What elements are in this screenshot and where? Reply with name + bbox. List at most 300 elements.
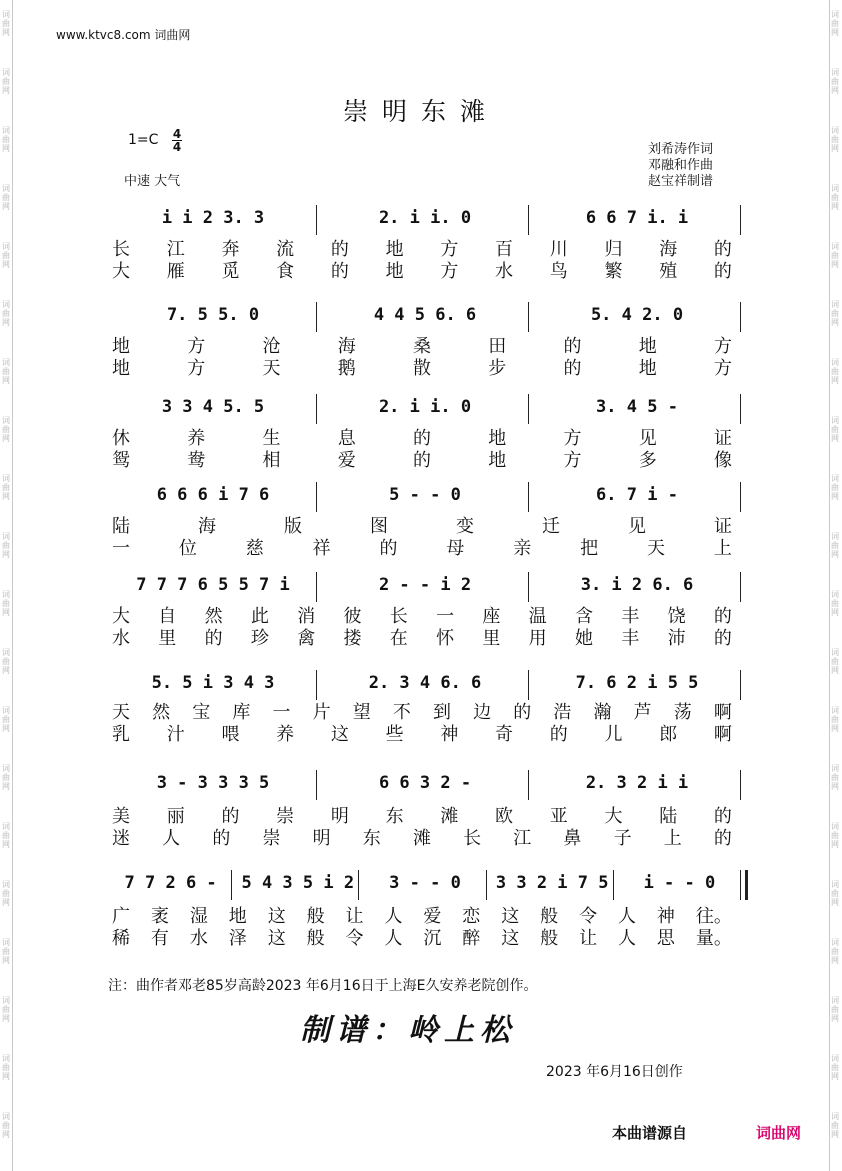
score-system — [108, 668, 744, 698]
lyric-char: 海 — [659, 239, 678, 260]
lyric-char: 消 — [297, 606, 316, 627]
watermark-text: 词 曲 网 — [2, 938, 10, 965]
watermark-text: 词 曲 网 — [831, 10, 839, 37]
watermark-text: 词 曲 网 — [831, 358, 839, 385]
score-system — [108, 392, 744, 422]
time-signature-top: 4 — [172, 127, 182, 141]
lyric-char: 人 — [384, 928, 403, 949]
lyric-char: 稀 — [112, 928, 130, 949]
lyric-char: 饶 — [667, 606, 686, 627]
watermark-text: 词 曲 网 — [2, 358, 10, 385]
measure: 2 - - i 2 — [378, 575, 472, 595]
lyric-char: 大 — [112, 261, 130, 282]
tempo-marking: 中速 大气 — [124, 174, 181, 189]
lyric-char: 上 — [663, 828, 682, 849]
score-system — [108, 203, 744, 233]
watermark-text: 词 曲 网 — [2, 996, 10, 1023]
lyric-char: 乳 — [112, 724, 130, 745]
bar-line — [486, 870, 487, 900]
measure: 7 7 2 6 - — [124, 873, 217, 893]
lyric-char: 的 — [330, 261, 349, 282]
watermark-text: 词 曲 网 — [831, 68, 839, 95]
lyric-char: 殖 — [659, 261, 678, 282]
lyric-char: 像 — [714, 450, 732, 471]
lyric-char: 天 — [262, 358, 281, 379]
lyric-char: 禽 — [297, 628, 316, 649]
lyric-char: 水 — [495, 261, 514, 282]
lyric-char: 地 — [228, 906, 247, 927]
score-system — [108, 300, 744, 330]
lyric-char: 证 — [714, 428, 732, 449]
watermark-text: 词 曲 网 — [831, 1112, 839, 1139]
bar-line — [740, 205, 741, 235]
lyric-char: 汁 — [166, 724, 185, 745]
lyric-char: 量。 — [695, 928, 732, 949]
lyric-char: 觅 — [221, 261, 240, 282]
lyric-char: 含 — [574, 606, 593, 627]
lyric-char: 丰 — [621, 628, 640, 649]
lyric-char: 鸯 — [187, 450, 206, 471]
lyric-char: 滩 — [440, 806, 459, 827]
lyric-char: 休 — [112, 428, 130, 449]
lyric-char: 广 — [112, 906, 130, 927]
bar-line — [528, 572, 529, 602]
lyric-char: 袤 — [150, 906, 169, 927]
watermark-text: 词 曲 网 — [2, 184, 10, 211]
bar-line — [528, 670, 529, 700]
lyric-char: 水 — [112, 628, 130, 649]
measure: 6. 7 i - — [596, 485, 678, 505]
lyric-char: 相 — [262, 450, 281, 471]
lyric-char: 郎 — [659, 724, 678, 745]
watermark-text: 词 曲 网 — [831, 184, 839, 211]
lyric-char: 的 — [513, 702, 532, 723]
lyric-char: 瀚 — [593, 702, 612, 723]
watermark-text: 词 曲 网 — [2, 474, 10, 501]
composer-credit: 邓融和作曲 — [648, 158, 714, 173]
lyric-char: 的 — [204, 628, 223, 649]
lyric-char: 儿 — [604, 724, 623, 745]
lyric-char: 上 — [713, 538, 732, 559]
source-label: 本曲谱源自 — [612, 1124, 688, 1142]
lyric-char: 天 — [112, 702, 130, 723]
lyric-char: 宝 — [192, 702, 211, 723]
lyric-char: 繁 — [604, 261, 623, 282]
lyric-char: 滩 — [412, 828, 431, 849]
lyric-char: 方 — [563, 428, 582, 449]
watermark-text: 词 曲 网 — [2, 880, 10, 907]
lyric-char: 的 — [713, 239, 732, 260]
lyric-char: 水 — [189, 928, 208, 949]
lyric-char: 地 — [638, 336, 657, 357]
lyric-char: 田 — [488, 336, 507, 357]
measure: 3 3 4 5. 5 — [161, 397, 265, 417]
lyric-char: 大 — [112, 606, 130, 627]
lyric-char: 然 — [204, 606, 223, 627]
lyric-char: 到 — [433, 702, 451, 723]
lyric-char: 图 — [370, 516, 388, 537]
lyric-char: 在 — [389, 628, 408, 649]
lyric-char: 温 — [528, 606, 547, 627]
watermark-text: 词 曲 网 — [831, 590, 839, 617]
song-title: 崇明东滩 — [342, 97, 499, 126]
composer-note: 注：曲作者邓老85岁高龄2023 年6月16日于上海E久安养老院创作。 — [108, 978, 538, 994]
lyric-char: 然 — [152, 702, 171, 723]
source-site-link[interactable]: 词曲网 — [756, 1124, 802, 1142]
watermark-text: 词 曲 网 — [2, 648, 10, 675]
lyric-char: 母 — [446, 538, 465, 559]
lyric-char: 的 — [713, 606, 732, 627]
lyric-char: 的 — [221, 806, 240, 827]
measure: 5. 5 i 3 4 3 — [151, 673, 275, 693]
bar-line — [316, 205, 317, 235]
watermark-text: 词 曲 网 — [2, 590, 10, 617]
lyrics-verse-2 — [112, 824, 732, 850]
measure: 6 6 7 i. i — [585, 208, 689, 228]
lyric-char: 库 — [232, 702, 251, 723]
lyric-char: 迁 — [542, 516, 560, 537]
bar-line — [358, 870, 359, 900]
lyric-char: 地 — [112, 358, 130, 379]
bar-line — [231, 870, 232, 900]
creation-date: 2023 年6月16日创作 — [546, 1064, 683, 1080]
measure: 6 6 3 2 - — [378, 773, 472, 793]
lyric-char: 的 — [563, 358, 582, 379]
lyric-char: 美 — [112, 806, 130, 827]
bar-line — [528, 302, 529, 332]
lyric-char: 海 — [337, 336, 356, 357]
lyric-char: 方 — [563, 450, 582, 471]
watermark-text: 词 曲 网 — [2, 1054, 10, 1081]
lyric-char: 的 — [413, 428, 431, 449]
watermark-text: 词 曲 网 — [831, 1054, 839, 1081]
lyric-char: 令 — [579, 906, 598, 927]
lyric-char: 人 — [617, 906, 636, 927]
measure: 7. 6 2 i 5 5 — [575, 673, 699, 693]
bar-line — [740, 302, 741, 332]
lyric-char: 长 — [112, 239, 130, 260]
lyric-char: 欧 — [495, 806, 514, 827]
lyric-char: 东 — [362, 828, 381, 849]
measure: 7. 5 5. 0 — [166, 305, 260, 325]
lyric-char: 思 — [656, 928, 675, 949]
watermark-text: 词 曲 网 — [2, 416, 10, 443]
lyric-char: 这 — [501, 928, 520, 949]
bar-line — [740, 770, 741, 800]
lyric-char: 人 — [162, 828, 181, 849]
score-system — [108, 868, 744, 898]
measure: 4 4 5 6. 6 — [373, 305, 477, 325]
measure: 3 - 3 3 3 5 — [156, 773, 270, 793]
lyric-char: 湿 — [189, 906, 208, 927]
watermark-text: 词 曲 网 — [831, 416, 839, 443]
watermark-text: 词 曲 网 — [831, 300, 839, 327]
watermark-text: 词 曲 网 — [831, 880, 839, 907]
measure: 5. 4 2. 0 — [590, 305, 684, 325]
watermark-text: 词 曲 网 — [2, 68, 10, 95]
lyric-char: 迷 — [112, 828, 130, 849]
lyric-char: 的 — [212, 828, 231, 849]
lyrics-verse-2 — [112, 354, 732, 380]
lyric-char: 地 — [638, 358, 657, 379]
site-header[interactable]: www.ktvc8.com 词曲网 — [56, 28, 191, 42]
lyric-char: 百 — [495, 239, 514, 260]
lyric-char: 的 — [713, 828, 732, 849]
lyric-char: 片 — [312, 702, 331, 723]
lyric-char: 鹅 — [337, 358, 356, 379]
lyric-char: 亲 — [513, 538, 532, 559]
lyric-char: 江 — [166, 239, 185, 260]
lyric-char: 芦 — [633, 702, 652, 723]
watermark-text: 词 曲 网 — [831, 706, 839, 733]
lyric-char: 般 — [540, 906, 559, 927]
watermark-text: 词 曲 网 — [831, 242, 839, 269]
watermark-text: 词 曲 网 — [2, 822, 10, 849]
lyric-char: 怀 — [436, 628, 455, 649]
lyric-char: 丽 — [166, 806, 185, 827]
lyric-char: 爱 — [423, 906, 442, 927]
lyric-char: 江 — [513, 828, 532, 849]
lyric-char: 明 — [330, 806, 349, 827]
lyric-char: 泽 — [228, 928, 247, 949]
score-system — [108, 570, 744, 600]
watermark-text: 词 曲 网 — [831, 648, 839, 675]
lyrics-verse-2 — [112, 446, 732, 472]
time-signature — [172, 128, 182, 153]
bar-line — [740, 482, 741, 512]
lyric-char: 沉 — [423, 928, 442, 949]
bar-line — [613, 870, 614, 900]
transcriber-credit: 赵宝祥制谱 — [648, 174, 714, 189]
watermark-text: 词 曲 网 — [2, 126, 10, 153]
lyric-char: 方 — [440, 261, 459, 282]
lyric-char: 养 — [276, 724, 295, 745]
measure: 7 7 7 6 5 5 7 i — [136, 575, 290, 595]
watermark-text: 词 曲 网 — [831, 126, 839, 153]
lyric-char: 自 — [158, 606, 177, 627]
measure: 2. 3 2 i i — [585, 773, 689, 793]
lyric-char: 一 — [436, 606, 455, 627]
lyric-char: 把 — [580, 538, 599, 559]
lyric-char: 的 — [713, 806, 732, 827]
lyric-char: 搂 — [343, 628, 362, 649]
lyric-char: 雁 — [166, 261, 185, 282]
lyric-char: 一 — [112, 538, 130, 559]
score-system — [108, 480, 744, 510]
lyric-char: 养 — [187, 428, 206, 449]
lyric-char: 生 — [262, 428, 281, 449]
lyrics-verse-2 — [112, 924, 732, 950]
watermark-text: 词 曲 网 — [831, 938, 839, 965]
lyric-char: 方 — [714, 336, 732, 357]
lyric-char: 慈 — [245, 538, 264, 559]
lyric-char: 的 — [713, 628, 732, 649]
lyric-char: 般 — [540, 928, 559, 949]
bar-line — [528, 482, 529, 512]
lyric-char: 人 — [384, 906, 403, 927]
watermark-text: 词 曲 网 — [2, 10, 10, 37]
bar-line — [316, 482, 317, 512]
lyrics-verse-2 — [112, 534, 732, 560]
lyric-char: 见 — [638, 428, 657, 449]
lyricist-credit: 刘希涛作词 — [648, 142, 714, 157]
lyric-char: 珍 — [250, 628, 269, 649]
bar-line — [316, 302, 317, 332]
lyric-char: 散 — [413, 358, 431, 379]
lyric-char: 海 — [198, 516, 216, 537]
lyric-char: 的 — [549, 724, 568, 745]
measure: 3. 4 5 - — [596, 397, 678, 417]
lyric-char: 多 — [638, 450, 657, 471]
lyric-char: 里 — [482, 628, 501, 649]
measure: 6 6 6 i 7 6 — [156, 485, 270, 505]
measure: i i 2 3. 3 — [161, 208, 265, 228]
lyric-char: 版 — [284, 516, 302, 537]
lyric-char: 里 — [158, 628, 177, 649]
lyric-char: 浩 — [553, 702, 572, 723]
watermark-text: 词 曲 网 — [831, 532, 839, 559]
lyric-char: 方 — [714, 358, 732, 379]
watermark-text: 词 曲 网 — [2, 242, 10, 269]
lyric-char: 醉 — [462, 928, 481, 949]
lyric-char: 人 — [617, 928, 636, 949]
measure: 2. i i. 0 — [378, 397, 472, 417]
lyric-char: 有 — [150, 928, 169, 949]
lyric-char: 陆 — [659, 806, 678, 827]
watermark-text: 词 曲 网 — [831, 764, 839, 791]
lyric-char: 位 — [178, 538, 197, 559]
lyric-char: 长 — [463, 828, 482, 849]
lyric-char: 流 — [276, 239, 295, 260]
lyric-char: 不 — [392, 702, 411, 723]
lyric-char: 变 — [456, 516, 474, 537]
measure: 5 4 3 5 i 2 — [241, 873, 355, 893]
lyric-char: 鸳 — [112, 450, 130, 471]
lyric-char: 长 — [389, 606, 408, 627]
lyric-char: 地 — [385, 239, 404, 260]
lyric-char: 让 — [579, 928, 598, 949]
lyric-char: 丰 — [621, 606, 640, 627]
watermark-text: 词 曲 网 — [831, 474, 839, 501]
lyric-char: 的 — [330, 239, 349, 260]
signature: 制谱：岭上松 — [300, 1013, 516, 1048]
bar-line — [528, 205, 529, 235]
lyric-char: 崇 — [262, 828, 281, 849]
lyric-char: 般 — [306, 906, 325, 927]
lyric-char: 她 — [574, 628, 593, 649]
lyric-char: 这 — [267, 928, 286, 949]
lyric-char: 方 — [440, 239, 459, 260]
lyrics-verse-2 — [112, 257, 732, 283]
lyric-char: 息 — [337, 428, 356, 449]
lyric-char: 神 — [656, 906, 675, 927]
bar-line — [740, 870, 748, 900]
bar-line — [316, 572, 317, 602]
key-signature: 1=C — [128, 132, 159, 148]
lyric-char: 沛 — [667, 628, 686, 649]
lyric-char: 崇 — [276, 806, 295, 827]
lyric-char: 这 — [501, 906, 520, 927]
lyric-char: 般 — [306, 928, 325, 949]
lyric-char: 桑 — [413, 336, 431, 357]
lyric-char: 沧 — [262, 336, 281, 357]
measure: 3. i 2 6. 6 — [580, 575, 694, 595]
lyric-char: 地 — [488, 428, 507, 449]
lyric-char: 奔 — [221, 239, 240, 260]
lyric-char: 地 — [385, 261, 404, 282]
lyric-char: 荡 — [673, 702, 692, 723]
bar-line — [740, 394, 741, 424]
lyric-char: 这 — [267, 906, 286, 927]
watermark-text: 词 曲 网 — [2, 300, 10, 327]
lyric-char: 令 — [345, 928, 364, 949]
measure: 5 - - 0 — [389, 485, 461, 505]
lyric-char: 明 — [312, 828, 331, 849]
lyric-char: 喂 — [221, 724, 240, 745]
measure: 2. i i. 0 — [378, 208, 472, 228]
lyric-char: 东 — [385, 806, 404, 827]
lyric-char: 啊 — [713, 702, 732, 723]
lyric-char: 的 — [379, 538, 398, 559]
score-system — [108, 768, 744, 798]
bar-line — [316, 394, 317, 424]
bar-line — [316, 670, 317, 700]
lyrics-verse-2 — [112, 624, 732, 650]
lyric-char: 这 — [330, 724, 349, 745]
lyric-char: 见 — [628, 516, 646, 537]
lyric-char: 爱 — [337, 450, 356, 471]
lyric-char: 的 — [563, 336, 582, 357]
watermark-text: 词 曲 网 — [2, 764, 10, 791]
lyric-char: 亚 — [549, 806, 568, 827]
watermark-text: 词 曲 网 — [831, 822, 839, 849]
lyric-char: 归 — [604, 239, 623, 260]
lyric-char: 地 — [112, 336, 130, 357]
lyric-char: 此 — [250, 606, 269, 627]
lyrics-verse-2 — [112, 720, 732, 746]
measure: 3 3 2 i 7 5 — [495, 873, 609, 893]
lyric-char: 一 — [272, 702, 291, 723]
lyric-char: 啊 — [713, 724, 732, 745]
lyric-char: 往。 — [695, 906, 732, 927]
watermark-text: 词 曲 网 — [831, 996, 839, 1023]
lyric-char: 天 — [647, 538, 665, 559]
lyric-char: 方 — [187, 336, 206, 357]
lyric-char: 望 — [352, 702, 371, 723]
lyric-char: 证 — [714, 516, 732, 537]
lyric-char: 地 — [488, 450, 507, 471]
lyric-char: 的 — [713, 261, 732, 282]
lyric-char: 陆 — [112, 516, 130, 537]
bar-line — [740, 670, 741, 700]
time-signature-bottom: 4 — [172, 140, 182, 154]
lyric-char: 子 — [613, 828, 632, 849]
lyric-char: 鼻 — [563, 828, 582, 849]
lyric-char: 彼 — [343, 606, 362, 627]
bar-line — [740, 572, 741, 602]
lyric-char: 神 — [440, 724, 459, 745]
lyric-char: 座 — [482, 606, 501, 627]
watermark-text: 词 曲 网 — [2, 532, 10, 559]
bar-line — [528, 394, 529, 424]
measure: 3 - - 0 — [389, 873, 461, 893]
lyric-char: 边 — [473, 702, 492, 723]
lyric-char: 鸟 — [549, 261, 568, 282]
lyric-char: 食 — [276, 261, 295, 282]
lyric-char: 恋 — [462, 906, 481, 927]
lyric-char: 祥 — [312, 538, 331, 559]
watermark-text: 词 曲 网 — [2, 706, 10, 733]
